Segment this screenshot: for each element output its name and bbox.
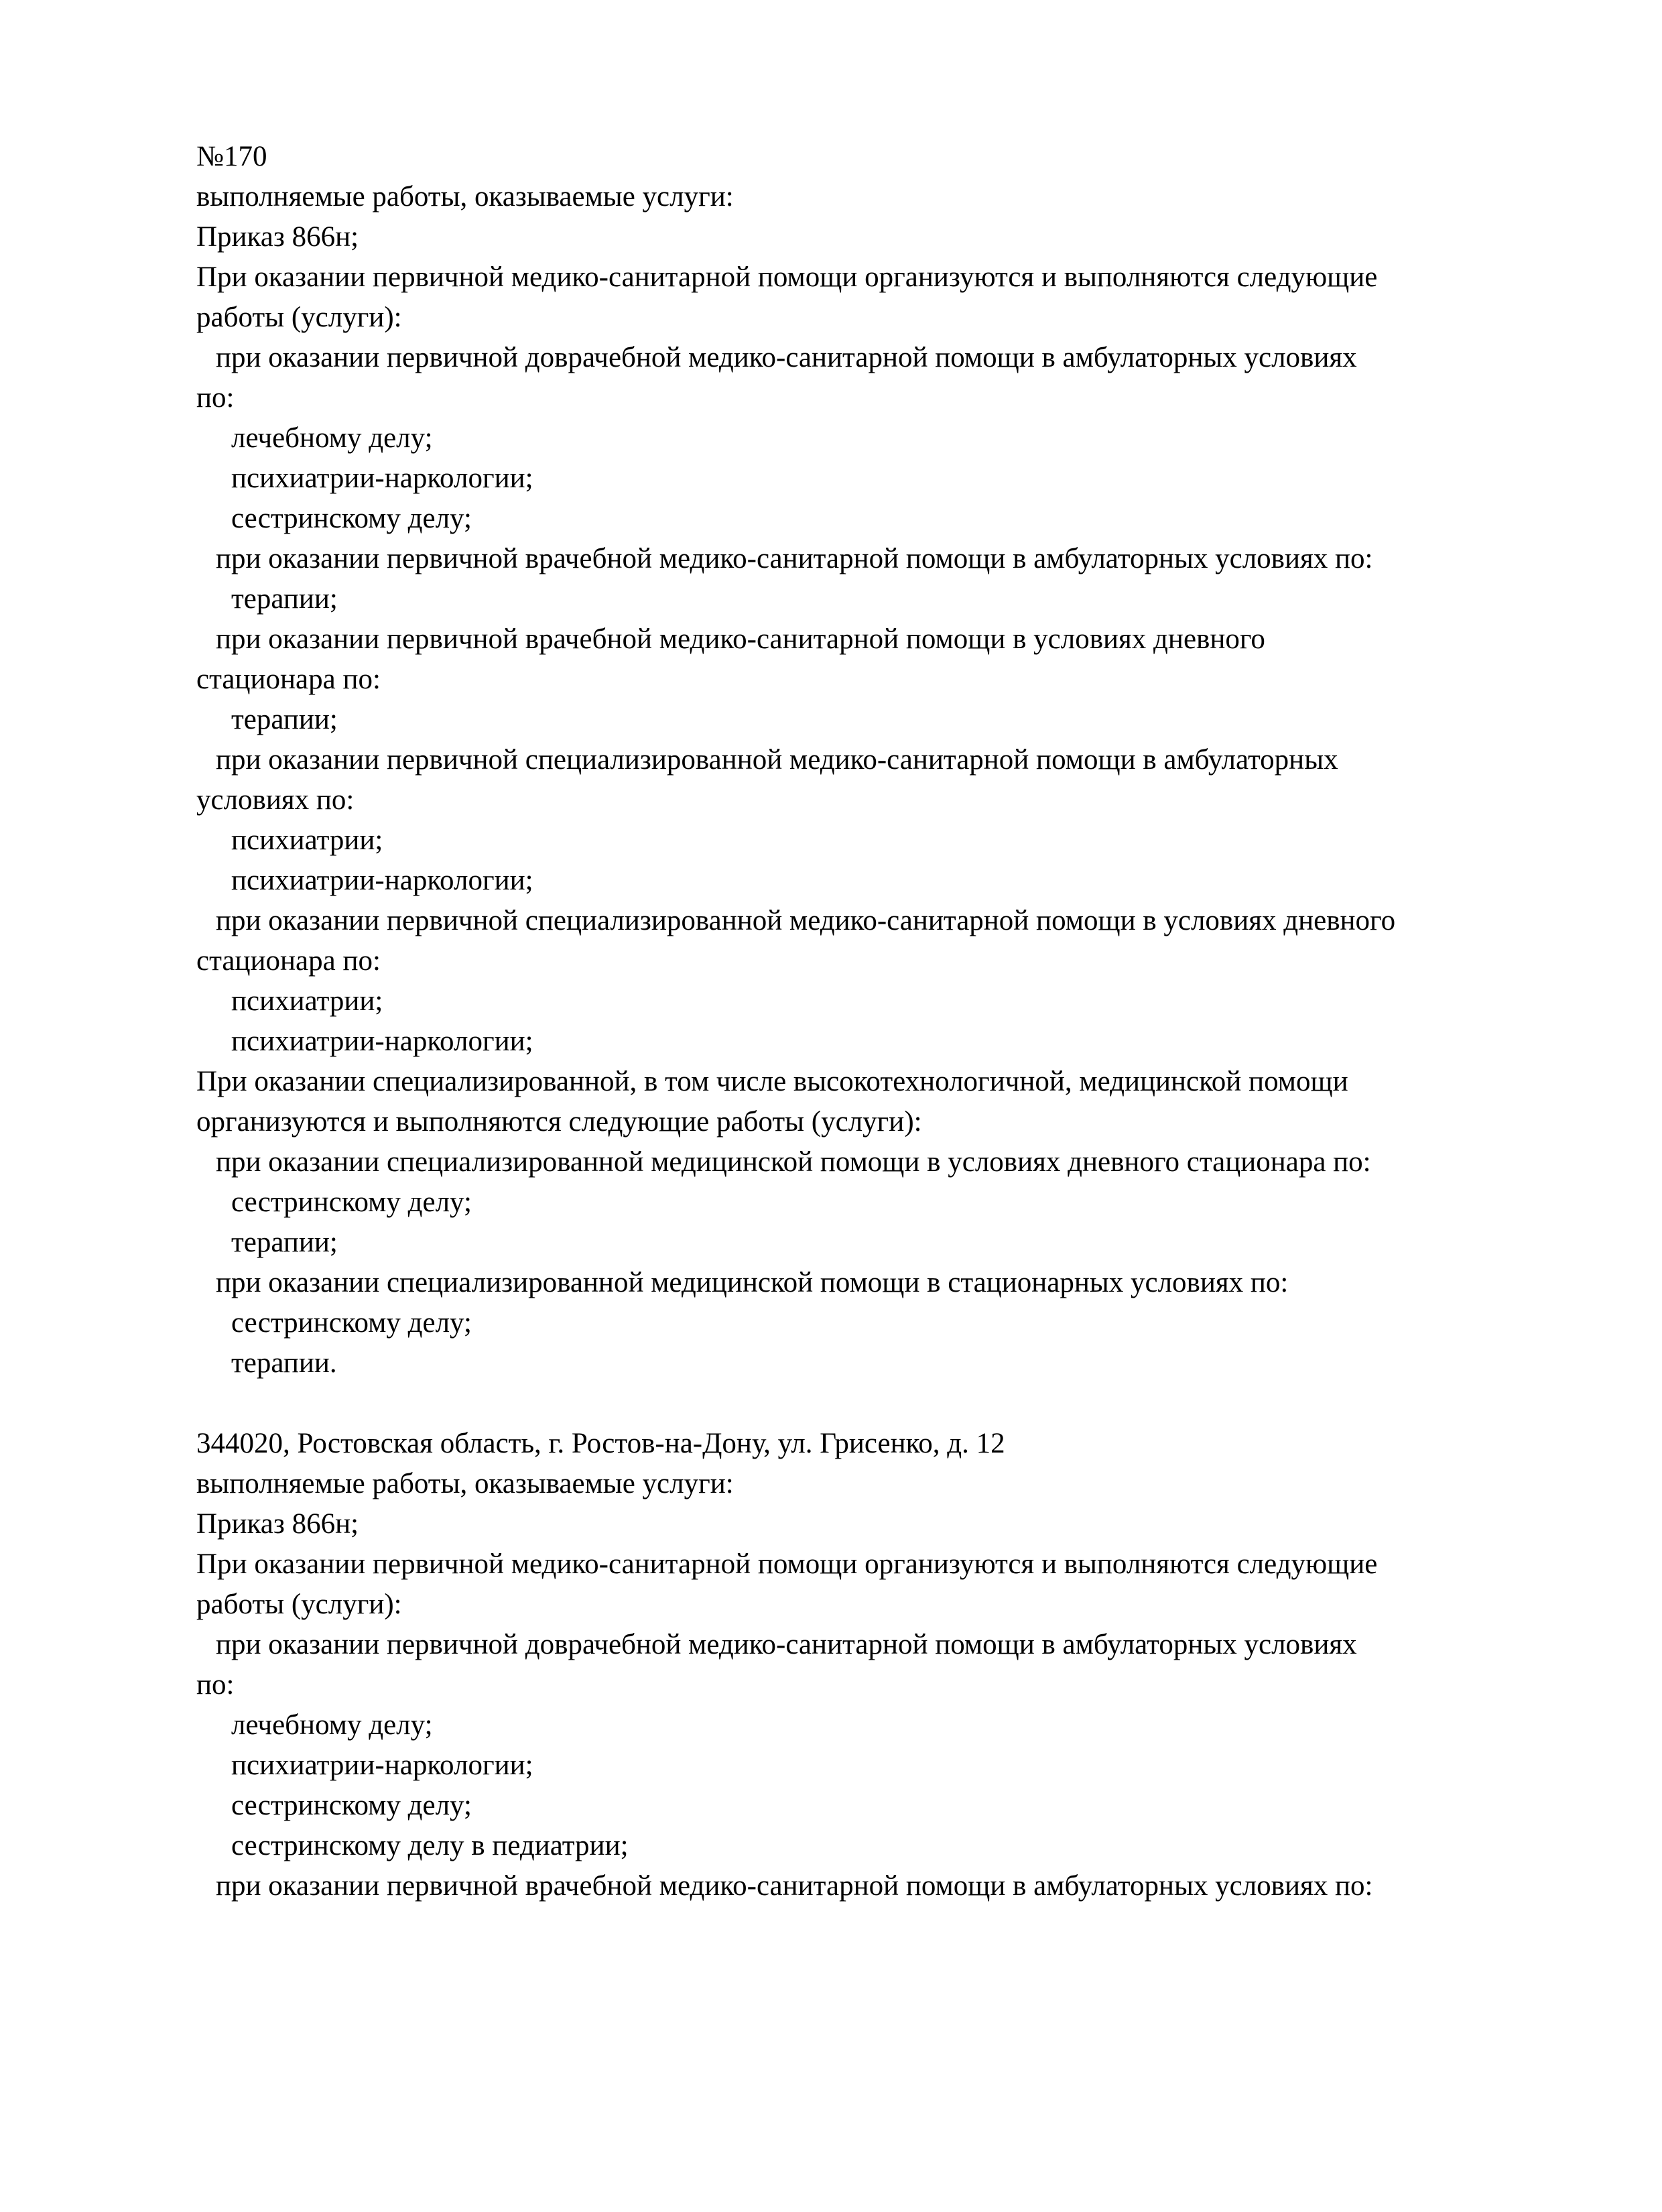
text-line: [196, 1384, 1604, 1424]
text-line: работы (услуги):: [196, 302, 402, 333]
text-line: при оказании специализированной медицинской помощи в стационарных условиях по:: [216, 1267, 1289, 1298]
text-line: сестринскому делу;: [231, 1186, 472, 1218]
text-line: сестринскому делу в педиатрии;: [231, 1830, 629, 1861]
text-line: при оказании первичной врачебной медико-санитарной помощи в амбулаторных условиях по:: [216, 1870, 1373, 1902]
text-line: сестринскому делу;: [231, 503, 472, 534]
text-line: психиатрии-наркологии;: [231, 865, 533, 896]
text-line: организуются и выполняются следующие работы (услуги):: [196, 1106, 922, 1138]
text-line: психиатрии;: [231, 824, 383, 856]
text-line: стационара по:: [196, 664, 381, 695]
text-line: при оказании первичной доврачебной медико-санитарной помощи в амбулаторных условиях: [216, 1629, 1357, 1660]
text-line: психиатрии-наркологии;: [231, 1749, 533, 1781]
text-line: психиатрии-наркологии;: [231, 1026, 533, 1057]
text-line: при оказании специализированной медицинской помощи в условиях дневного стационара по:: [216, 1146, 1371, 1178]
text-line: терапии;: [231, 1227, 338, 1258]
text-line: при оказании первичной специализированной медико-санитарной помощи в условиях дневного: [216, 905, 1396, 936]
text-line: лечебному делу;: [231, 1709, 433, 1741]
text-line: психиатрии;: [231, 985, 383, 1017]
text-line: стационара по:: [196, 945, 381, 977]
text-line: условиях по:: [196, 784, 355, 816]
text-line: лечебному делу;: [231, 422, 433, 454]
text-line: психиатрии-наркологии;: [231, 463, 533, 494]
text-line: сестринскому делу;: [231, 1307, 472, 1339]
text-line: Приказ 866н;: [196, 1508, 359, 1540]
text-line: работы (услуги):: [196, 1589, 402, 1620]
text-line: выполняемые работы, оказываемые услуги:: [196, 1468, 734, 1499]
text-line: №170: [196, 141, 267, 172]
text-line: при оказании первичной специализированной медико-санитарной помощи в амбулаторных: [216, 744, 1338, 776]
text-line: при оказании первичной врачебной медико-санитарной помощи в условиях дневного: [216, 623, 1265, 655]
text-line: выполняемые работы, оказываемые услуги:: [196, 181, 734, 212]
text-line: терапии.: [231, 1347, 337, 1379]
text-line: по:: [196, 1669, 235, 1701]
text-line: терапии;: [231, 583, 338, 615]
text-line: при оказании первичной доврачебной медико-санитарной помощи в амбулаторных условиях: [216, 342, 1357, 373]
text-line: Приказ 866н;: [196, 221, 359, 253]
text-line: При оказании первичной медико-санитарной помощи организуются и выполняются следующие: [196, 1548, 1378, 1580]
text-line: терапии;: [231, 704, 338, 735]
text-line: по:: [196, 382, 235, 414]
text-line: 344020, Ростовская область, г. Ростов-на-Дону, ул. Грисенко, д. 12: [196, 1428, 1005, 1459]
text-line: при оказании первичной врачебной медико-санитарной помощи в амбулаторных условиях по:: [216, 543, 1373, 574]
text-line: сестринскому делу;: [231, 1790, 472, 1821]
text-line: При оказании специализированной, в том числе высокотехнологичной, медицинской помощи: [196, 1066, 1348, 1097]
document-text-block: [196, 137, 1604, 1906]
text-line: При оказании первичной медико-санитарной помощи организуются и выполняются следующие: [196, 261, 1378, 293]
